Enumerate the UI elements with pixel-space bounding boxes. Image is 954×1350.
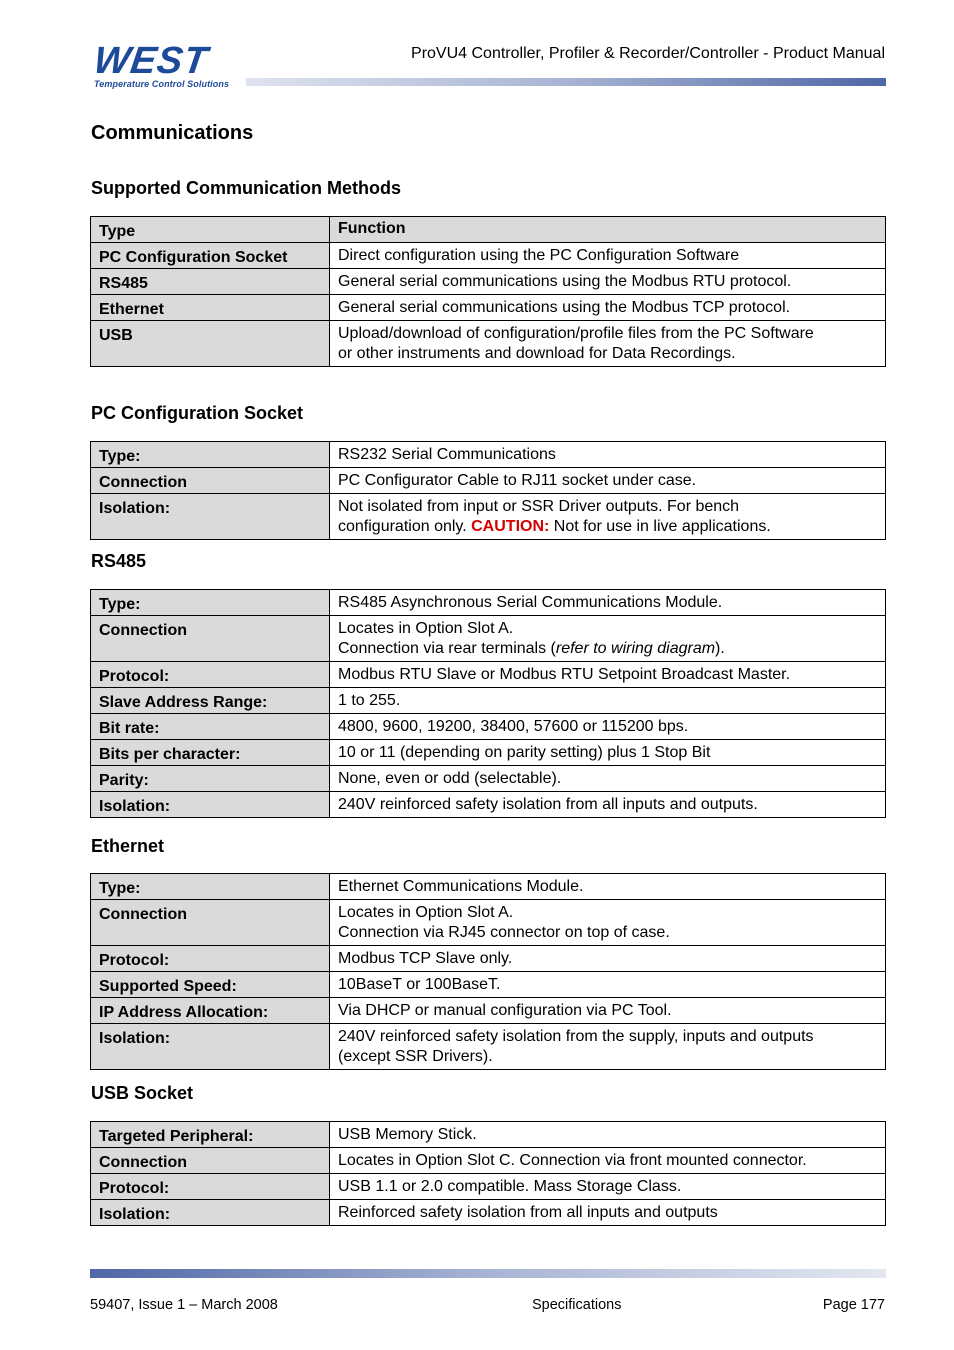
table-row [91,972,886,998]
row-value: Locates in Option Slot C. Connection via front mounted connector. [330,1148,886,1174]
row-key: Type: [91,590,330,616]
table-row [91,1174,886,1200]
pc-socket-table [90,441,886,540]
value-line-1: Not isolated from input or SSR Driver outputs. For bench [338,498,740,515]
table-row [91,494,886,540]
row-value: Direct configuration using the PC Configuration Software [330,243,886,269]
row-key: Connection [91,468,330,494]
logo-wordmark: WEST [91,40,211,82]
page-title: Communications [91,122,254,144]
row-value [330,1024,886,1070]
row-key: Type: [91,874,330,900]
row-value: PC Configurator Cable to RJ11 socket under case. [330,468,886,494]
row-value: 1 to 255. [330,688,886,714]
table-row [91,1148,886,1174]
table-row [91,766,886,792]
footer-page-number: Page 177 [822,1297,885,1313]
column-header-function: Function [330,217,886,243]
row-value: Modbus TCP Slave only. [330,946,886,972]
table-row [91,688,886,714]
value-line-1: Locates in Option Slot A. [338,620,514,637]
row-value: Modbus RTU Slave or Modbus RTU Setpoint Broadcast Master. [330,662,886,688]
value-line-1: Upload/download of configuration/profile files from the PC Software [338,325,814,342]
table-header-row [91,217,886,243]
usb-table [90,1121,886,1226]
caution-label: CAUTION: [471,518,550,535]
table-row [91,243,886,269]
west-logo [91,40,246,90]
row-key: Connection [91,900,330,946]
row-key: Bit rate: [91,714,330,740]
row-key: Supported Speed: [91,972,330,998]
value-line-2: or other instruments and download for Data Recordings. [338,345,736,362]
value-line-2: (except SSR Drivers). [338,1048,493,1065]
table-row [91,662,886,688]
row-key: Targeted Peripheral: [91,1122,330,1148]
footer-rule [90,1269,886,1278]
row-key: Protocol: [91,946,330,972]
value-text: configuration only. [338,518,472,535]
row-value: USB 1.1 or 2.0 compatible. Mass Storage Class. [330,1174,886,1200]
row-key: Isolation: [91,1200,330,1226]
row-value [330,616,886,662]
row-key: Isolation: [91,1024,330,1070]
footer-section: Specifications [532,1297,622,1313]
row-key: Protocol: [91,662,330,688]
row-value: Via DHCP or manual configuration via PC Tool. [330,998,886,1024]
table-row [91,616,886,662]
row-key: Slave Address Range: [91,688,330,714]
row-value: USB Memory Stick. [330,1122,886,1148]
row-value: 4800, 9600, 19200, 38400, 57600 or 115200 bps. [330,714,886,740]
table-row [91,295,886,321]
row-key: Protocol: [91,1174,330,1200]
row-key: Isolation: [91,792,330,818]
row-value: 10 or 11 (depending on parity setting) plus 1 Stop Bit [330,740,886,766]
table-row [91,946,886,972]
methods-table [90,216,886,367]
wiring-diagram-reference: refer to wiring diagram [555,640,716,657]
row-value: 240V reinforced safety isolation from all inputs and outputs. [330,792,886,818]
row-value: General serial communications using the Modbus TCP protocol. [330,295,886,321]
table-row [91,590,886,616]
row-value: General serial communications using the Modbus RTU protocol. [330,269,886,295]
table-row [91,1024,886,1070]
value-text: Connection via rear terminals ( [338,640,556,657]
logo-tagline: Temperature Control Solutions [94,79,230,89]
row-key: Parity: [91,766,330,792]
table-row [91,1200,886,1226]
row-key: PC Configuration Socket [91,243,330,269]
table-row [91,874,886,900]
table-row [91,714,886,740]
table-row [91,442,886,468]
section-title-ethernet: Ethernet [91,836,165,856]
table-row [91,998,886,1024]
section-title-usb: USB Socket [91,1083,194,1103]
value-line-1: Locates in Option Slot A. [338,904,514,921]
table-row [91,468,886,494]
row-key: Bits per character: [91,740,330,766]
row-key: Connection [91,1148,330,1174]
table-row [91,269,886,295]
row-key: Isolation: [91,494,330,540]
value-text: ). [715,640,725,657]
value-line-1: 240V reinforced safety isolation from the supply, inputs and outputs [338,1028,814,1045]
value-text: Not for use in live applications. [549,518,771,535]
ethernet-table [90,873,886,1070]
row-value [330,494,886,540]
column-header-type: Type [91,217,330,243]
row-key: Connection [91,616,330,662]
row-value: Ethernet Communications Module. [330,874,886,900]
row-value: Reinforced safety isolation from all inputs and outputs [330,1200,886,1226]
section-title-pc-socket: PC Configuration Socket [91,403,304,423]
row-value [330,321,886,367]
table-row [91,792,886,818]
manual-title: ProVU4 Controller, Profiler & Recorder/Controller - Product Manual [411,45,885,62]
value-line-2: Connection via RJ45 connector on top of case. [338,924,670,941]
row-value: RS485 Asynchronous Serial Communications Module. [330,590,886,616]
row-value: None, even or odd (selectable). [330,766,886,792]
row-key: IP Address Allocation: [91,998,330,1024]
row-key: USB [91,321,330,367]
row-value: 10BaseT or 100BaseT. [330,972,886,998]
table-row [91,1122,886,1148]
row-key: Type: [91,442,330,468]
section-title-methods: Supported Communication Methods [91,178,401,198]
row-key: Ethernet [91,295,330,321]
footer-doc-ref: 59407, Issue 1 – March 2008 [90,1297,278,1313]
table-row [91,740,886,766]
row-value [330,900,886,946]
table-row [91,321,886,367]
section-title-rs485: RS485 [91,551,147,571]
row-value: RS232 Serial Communications [330,442,886,468]
table-row [91,900,886,946]
rs485-table [90,589,886,818]
header-rule [246,78,886,86]
row-key: RS485 [91,269,330,295]
